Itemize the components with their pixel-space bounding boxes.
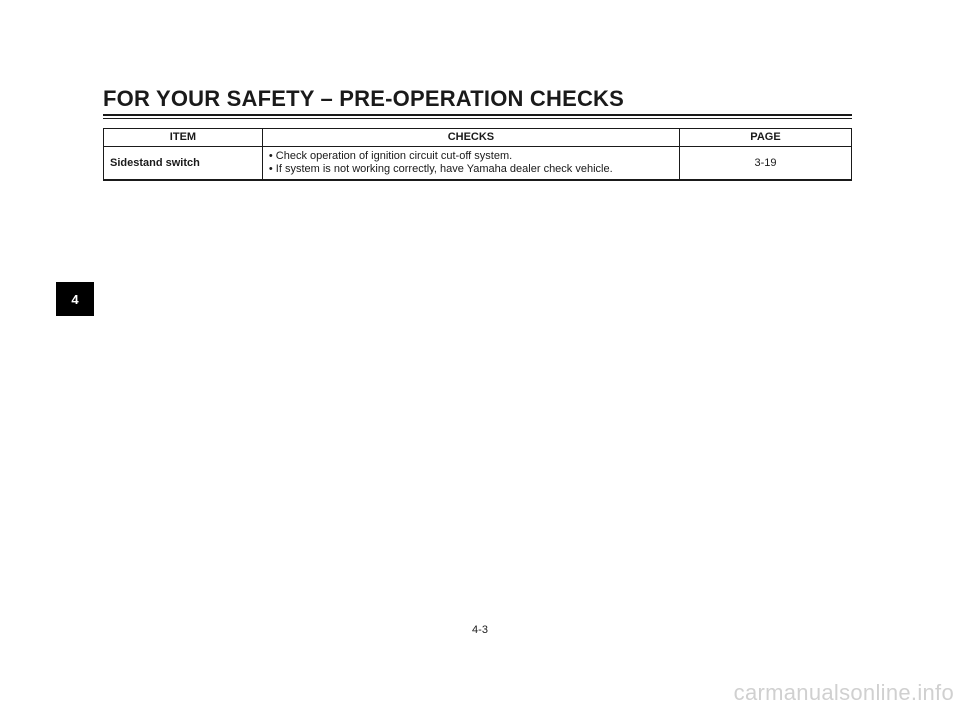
page-number: 4-3 (472, 624, 488, 636)
column-header-item: ITEM (104, 129, 263, 147)
title-rule (103, 114, 852, 116)
page-ref-cell: 3-19 (679, 147, 851, 181)
table-header-row (104, 129, 852, 147)
check-line: • Check operation of ignition circuit cut-off system. (268, 150, 513, 162)
item-cell: Sidestand switch (104, 147, 263, 181)
table-row (104, 147, 852, 181)
checks-cell (262, 147, 679, 181)
check-line: • If system is not working correctly, have Yamaha dealer check vehicle. (268, 163, 613, 175)
title-rule-thin (103, 118, 852, 119)
page-title: FOR YOUR SAFETY – PRE-OPERATION CHECKS (103, 86, 625, 111)
column-header-page: PAGE (679, 129, 851, 147)
watermark: carmanualsonline.info (733, 680, 954, 705)
column-header-checks: CHECKS (262, 129, 679, 147)
chapter-tab: 4 (56, 282, 94, 316)
checks-table (103, 128, 852, 181)
